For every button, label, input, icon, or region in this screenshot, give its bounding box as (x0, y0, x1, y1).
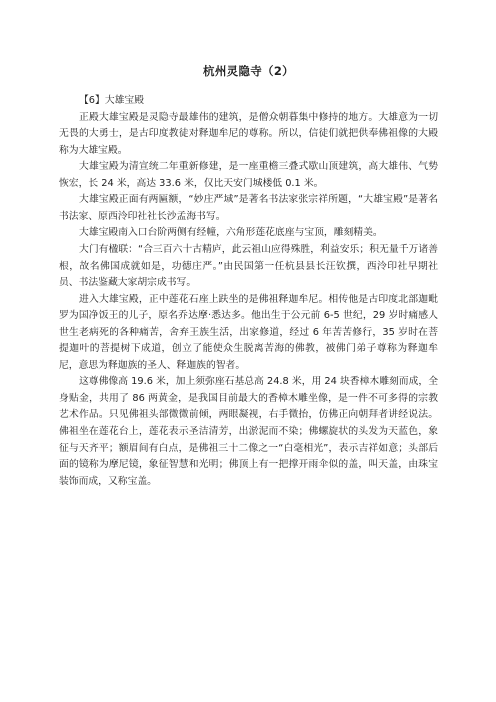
paragraph: 大雄宝殿南入口台阶两侧有经幢，六角形莲花底座与宝顶，雕刻精美。 (79, 227, 383, 239)
paragraph: 大雄宝殿为清宣统二年重新修建，是一座重檐三叠式歇山顶建筑，高大雄伟、气势恢宏，长 24 米，高达 33.6 米，仅比天安门城楼低 0.1 米。 (59, 161, 438, 189)
paragraph: 大雄宝殿正面有两匾额，“妙庄严域”是著名书法家张宗祥所题，“大雄宝殿”是著名书法家、原西泠印社社长沙孟海书写。 (59, 194, 438, 222)
paragraph: 大门有楹联：“合三百六十古精庐，此云祖山应得殊胜，利益安乐；积无量千万诸善根，故名佛国成就如是，功德庄严。”由民国第一任杭县县长汪钦撰，西泠印社早期社员、书法鉴藏大家胡宗成书写。 (59, 243, 438, 289)
paragraph: 正殿大雄宝殿是灵隐寺最雄伟的建筑，是僧众朝暮集中修持的地方。大雄意为一切无畏的大勇士，是古印度教徒对释迦牟尼的尊称。所以，信徒们就把供奉佛祖像的大殿称为大雄宝殿。 (59, 111, 438, 156)
paragraph: 这尊佛像高 19.6 米，加上须弥座石基总高 24.8 米，用 24 块香樟木雕刻而成，全身贴金，共用了 86 两黄金，是我国目前最大的香樟木雕坐像，是一件不可多得的宗教艺术作品。只见佛祖头部微微前倾，两眼凝视，右手微抬，仿佛正向朝拜者讲经说法。佛祖坐在莲花台上，莲花表示圣洁清芳，出淤泥而不染；佛螺旋状的头发为天蓝色，象征与天齐平；额眉间有白点，是佛祖三十二像之一“白毫相光”，表示吉祥如意；头部后面的镜称为摩尼镜，象征智慧和光明；佛顶上有一把撑开雨伞似的盖，叫天盖，由珠宝装饰而成，又称宝盖。 (59, 376, 438, 487)
document-title: 杭州灵隐寺（2） (203, 64, 294, 78)
section-heading: 【6】大雄宝殿 (79, 95, 145, 106)
paragraph: 进入大雄宝殿，正中莲花石座上趺坐的是佛祖释迦牟尼。相传他是古印度北部迦毗罗为国净饭王的儿子，原名乔达摩·悉达多。他出生于公元前 6-5 世纪，29 岁时痛感人世生老病死的各种痛苦，舍弃王族生活，出家修道，经过 6 年苦苦修行，35 岁时在菩提迦叶的菩提树下成道，创立了能使众生脱离苦海的佛教，被佛门弟子尊称为释迦牟尼，意思为释迦族的圣人、释迦族的智者。 (59, 293, 438, 371)
